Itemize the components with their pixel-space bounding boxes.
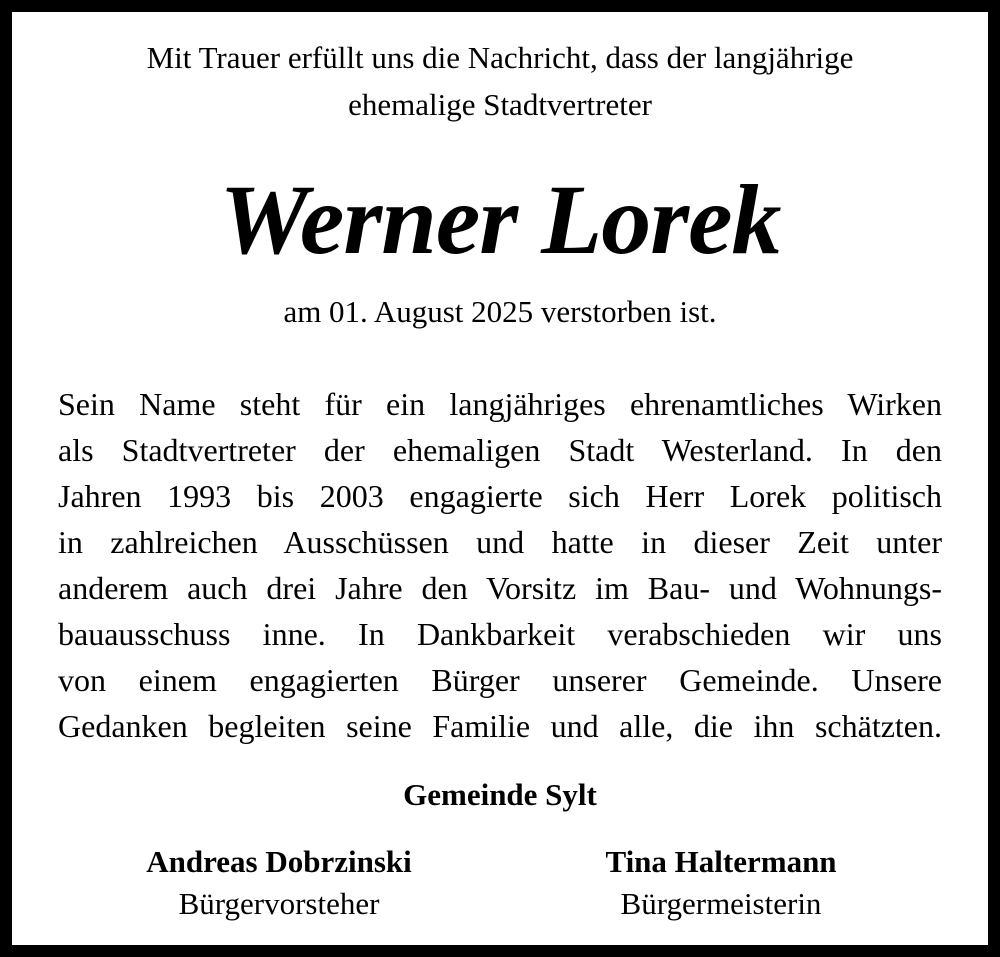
body-line: von einem engagierten Bürger unserer Gemeinde. Unsere xyxy=(58,662,942,698)
intro-line: ehemalige Stadtvertreter xyxy=(348,87,652,122)
body-line: Sein Name steht für ein langjähriges ehrenamtliches Wirken xyxy=(58,386,942,422)
signatures-row xyxy=(58,841,942,925)
signatory-title: Bürgermeisterin xyxy=(620,886,822,921)
body-line: Jahren 1993 bis 2003 engagierte sich Herr Lorek politisch xyxy=(58,478,942,514)
obituary-body xyxy=(58,381,942,749)
body-line: Gedanken begleiten seine Familie und alle, die ihn schätzten. xyxy=(58,708,942,744)
signatory-name: Andreas Dobrzinski xyxy=(146,844,412,879)
body-line: in zahlreichen Ausschüssen und hatte in dieser Zeit unter xyxy=(58,524,942,560)
intro-line: Mit Trauer erfüllt uns die Nachricht, dass der langjährige xyxy=(146,40,854,75)
intro-block xyxy=(58,34,942,128)
signature-right xyxy=(500,841,942,925)
body-line: als Stadtvertreter der ehemaligen Stadt Westerland. In den xyxy=(58,432,942,468)
signature-left xyxy=(58,841,500,925)
death-date-line: am 01. August 2025 verstorben ist. xyxy=(283,294,717,329)
signatory-title: Bürgervorsteher xyxy=(178,886,380,921)
deceased-name: Werner Lorek xyxy=(219,164,781,275)
obituary-notice-card xyxy=(12,12,988,945)
organization-name: Gemeinde Sylt xyxy=(403,777,597,812)
body-line: bauausschuss inne. In Dankbarkeit verabschieden wir uns xyxy=(58,616,942,652)
body-line: anderem auch drei Jahre den Vorsitz im Bau- und Wohnungs- xyxy=(58,570,942,606)
signatory-name: Tina Haltermann xyxy=(605,844,837,879)
